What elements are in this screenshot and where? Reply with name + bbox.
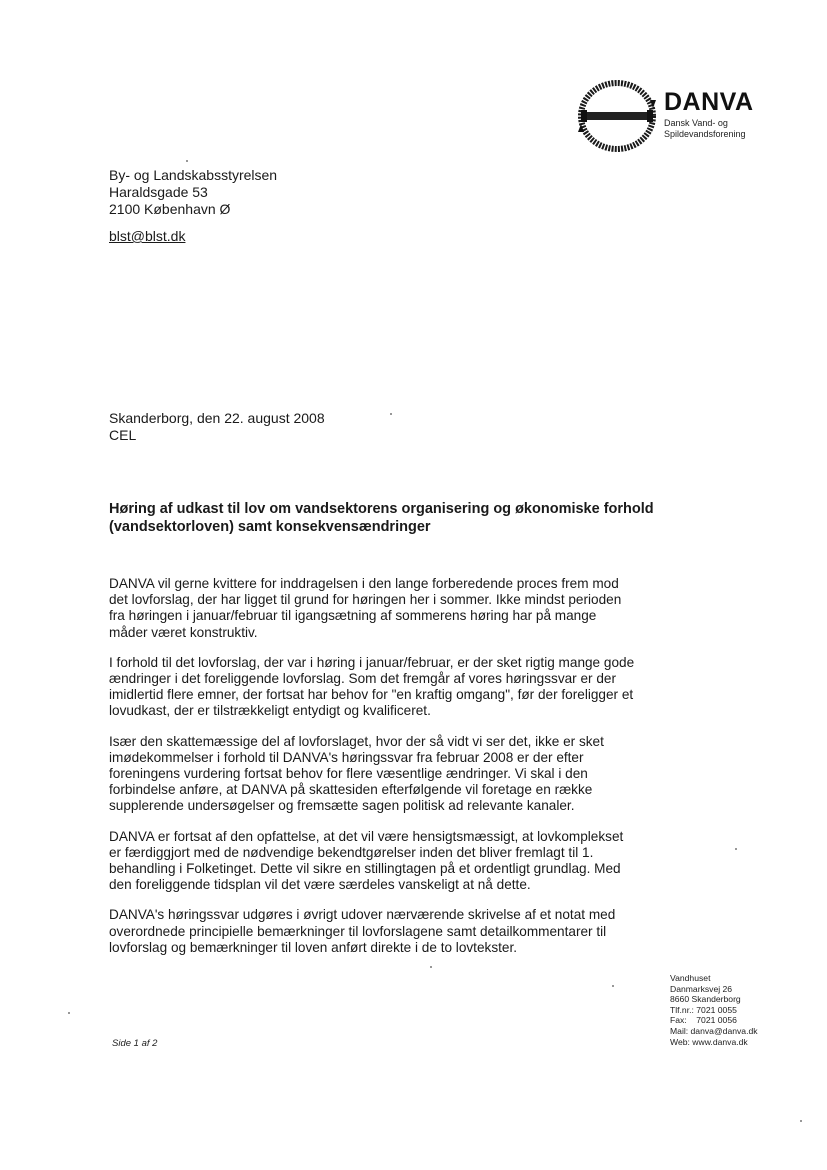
recipient-line: 2100 København Ø xyxy=(109,201,231,217)
scan-speck xyxy=(735,848,737,850)
dateline xyxy=(109,410,325,444)
org-name: DANVA xyxy=(664,88,754,116)
scan-speck xyxy=(800,1120,802,1122)
letter-subject: Høring af udkast til lov om vandsektorens organisering og økonomiske forhold (vandsektorloven) samt konsekvensændringer xyxy=(109,501,654,535)
danva-logo-icon xyxy=(575,78,659,154)
body-paragraph: Især den skattemæssige del af lovforslaget, hvor der så vidt vi ser det, ikke er sket imødekommelser i forhold til DANVA's høringssvar fra februar 2008 er der efter foreningens vurdering fortsat behov for flere væsentlige ændringer. Vi skal i den forbindelse anføre, at DANVA på skattesiden efterfølgende vil foretage en række supplerende undersøgelser og fremsætte sagen politisk ad relevante kanaler. xyxy=(109,733,604,814)
scan-speck xyxy=(186,160,188,162)
body-paragraph: DANVA's høringssvar udgøres i øvrigt udover nærværende skrivelse af et notat med overordnede principielle bemærkninger til lovforslagene samt detailkommentarer til lovforslag og bemærkninger til loven anført direkte i de to lovtekster. xyxy=(109,907,616,955)
org-subtitle: Dansk Vand- og Spildevandsforening xyxy=(664,118,746,139)
recipient-line: By- og Landskabsstyrelsen xyxy=(109,167,278,183)
scan-speck xyxy=(68,1012,70,1014)
place-date: Skanderborg, den 22. august 2008 xyxy=(109,410,325,426)
body-paragraph: DANVA er fortsat af den opfattelse, at det vil være hensigtsmæssigt, at lovkomplekset er færdiggjort med de nødvendige bekendtgørelser inden det bliver fremlagt til 1. behandling i Folketinget. Dette vil sikre en stillingtagen på et ordentligt grundlag. Med den foreliggende tidsplan vil det være særdeles vanskeligt at nå dette. xyxy=(109,828,624,893)
recipient-email-link[interactable]: blst@blst.dk xyxy=(109,228,186,244)
footer-address: Vandhuset Danmarksvej 26 8660 Skanderborg Tlf.nr.: 7021 0055 Fax: 7021 0056 Mail: danva@danva.dk Web: www.danva.dk xyxy=(670,973,758,1047)
page-number: Side 1 af 2 xyxy=(112,1038,158,1049)
scan-speck xyxy=(390,413,392,415)
scan-speck xyxy=(612,985,614,987)
recipient-address xyxy=(109,167,277,218)
letter-body xyxy=(109,576,637,970)
initials: CEL xyxy=(109,427,137,443)
scan-speck xyxy=(430,966,432,968)
recipient-line: Haraldsgade 53 xyxy=(109,184,208,200)
body-paragraph: DANVA vil gerne kvittere for inddragelsen i den lange forberedende proces frem mod det lovforslag, der har ligget til grund for høringen her i sommer. Ikke mindst perioden fra høringen i januar/februar til igangsætning af sommerens høring har på mange måder været konstruktiv. xyxy=(109,576,622,640)
body-paragraph: I forhold til det lovforslag, der var i høring i januar/februar, er der sket rigtig mange gode ændringer i det foreliggende lovforslag. Som det fremgår af vores høringssvar er der imidlertid flere emner, der fortsat har behov for "en kraftig omgang", før der foreligger et lovudkast, der er tilstrækkeligt entydigt og kvalificeret. xyxy=(109,654,635,719)
